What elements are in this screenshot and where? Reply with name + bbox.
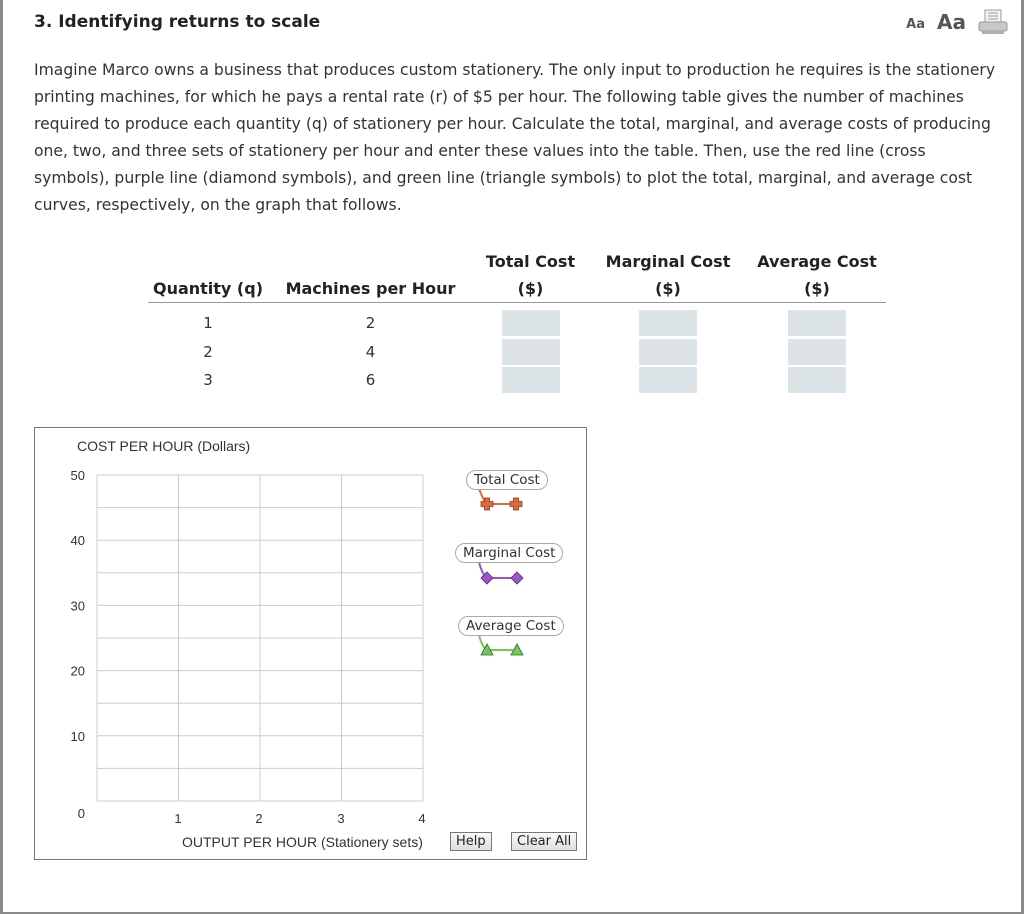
x-tick-label: 1 bbox=[174, 811, 182, 826]
quantity-cell: 2 bbox=[203, 342, 213, 361]
y-tick-label: 20 bbox=[70, 663, 85, 679]
header-marginal-cost bbox=[588, 248, 748, 303]
header-marginal-cost-line1: Marginal Cost bbox=[605, 252, 731, 271]
y-tick-label: 40 bbox=[70, 533, 85, 549]
total-cost-input-q2[interactable] bbox=[502, 339, 560, 365]
table-row bbox=[148, 338, 886, 367]
x-tick-label: 2 bbox=[255, 811, 263, 826]
marginal-cost-input-q3[interactable] bbox=[639, 367, 697, 393]
average-cost-input-q1[interactable] bbox=[788, 310, 846, 336]
header-total-cost-line2: ($) bbox=[517, 279, 544, 298]
quantity-cell: 3 bbox=[203, 371, 213, 390]
y-tick-label: 30 bbox=[70, 598, 85, 614]
marginal-cost-symbol[interactable] bbox=[479, 562, 523, 584]
header-total-cost bbox=[473, 248, 588, 303]
average-cost-symbol[interactable] bbox=[479, 635, 523, 655]
marginal-cost-input-q2[interactable] bbox=[639, 339, 697, 365]
header-machines: Machines per Hour bbox=[285, 279, 456, 298]
header-total-cost-line1: Total Cost bbox=[485, 252, 576, 271]
cost-table bbox=[148, 248, 886, 395]
header-quantity: Quantity (q) bbox=[152, 279, 264, 298]
x-tick-label: 3 bbox=[337, 811, 345, 826]
cost-graph[interactable] bbox=[35, 428, 586, 859]
question-instructions: Imagine Marco owns a business that produces custom stationery. The only input to production he requires is the stationery printing machines, for which he pays a rental rate (r) of $5 per hour. The following table gives the number of machines required to produce each quantity (q) of stationery per hour. Calculate the total, marginal, and average costs of producing one, two, and three sets of stationery per hour and enter these values into the table. Then, use the red line (cross symbols), purple line (diamond symbols), and green line (triangle symbols) to plot the total, marginal, and average cost curves, respectively, on the graph that follows. bbox=[34, 61, 996, 214]
help-button[interactable]: Help bbox=[450, 832, 492, 851]
machines-cell: 6 bbox=[365, 371, 376, 390]
header-marginal-cost-line2: ($) bbox=[655, 279, 681, 298]
x-tick-label: 4 bbox=[418, 811, 426, 826]
y-tick-label: 0 bbox=[77, 806, 85, 821]
legend-marginal-cost-button[interactable]: Marginal Cost bbox=[455, 543, 563, 563]
table-row bbox=[148, 309, 886, 338]
frame-left-border bbox=[0, 0, 3, 914]
toolbar bbox=[906, 9, 1008, 35]
legend-total-cost-button[interactable]: Total Cost bbox=[466, 470, 548, 490]
quantity-cell: 1 bbox=[203, 314, 213, 333]
y-axis-title: COST PER HOUR (Dollars) bbox=[77, 438, 251, 454]
average-cost-input-q2[interactable] bbox=[788, 339, 846, 365]
machines-cell: 2 bbox=[365, 314, 376, 333]
table-row bbox=[148, 366, 886, 395]
average-cost-input-q3[interactable] bbox=[788, 367, 846, 393]
total-cost-input-q1[interactable] bbox=[502, 310, 560, 336]
x-ticks bbox=[174, 811, 425, 826]
clear-all-button[interactable]: Clear All bbox=[511, 832, 577, 851]
y-tick-label: 10 bbox=[70, 728, 85, 744]
question-title: 3. Identifying returns to scale bbox=[34, 12, 321, 32]
graph-panel bbox=[34, 427, 587, 860]
total-cost-symbol[interactable] bbox=[479, 488, 522, 510]
header-average-cost-line1: Average Cost bbox=[757, 252, 877, 271]
x-axis-title: OUTPUT PER HOUR (Stationery sets) bbox=[182, 834, 423, 850]
y-ticks bbox=[71, 468, 85, 821]
marginal-cost-input-q1[interactable] bbox=[639, 310, 697, 336]
total-cost-input-q3[interactable] bbox=[502, 367, 560, 393]
legend-average-cost-button[interactable]: Average Cost bbox=[458, 616, 564, 636]
table-header-row bbox=[148, 248, 886, 303]
font-size-decrease-button[interactable]: Aa bbox=[906, 16, 926, 32]
print-icon[interactable] bbox=[978, 9, 1008, 35]
header-average-cost-line2: ($) bbox=[804, 279, 830, 298]
machines-cell: 4 bbox=[365, 342, 376, 361]
y-tick-label: 50 bbox=[70, 468, 85, 483]
font-size-increase-button[interactable]: Aa bbox=[937, 10, 966, 34]
header-average-cost bbox=[748, 248, 886, 303]
